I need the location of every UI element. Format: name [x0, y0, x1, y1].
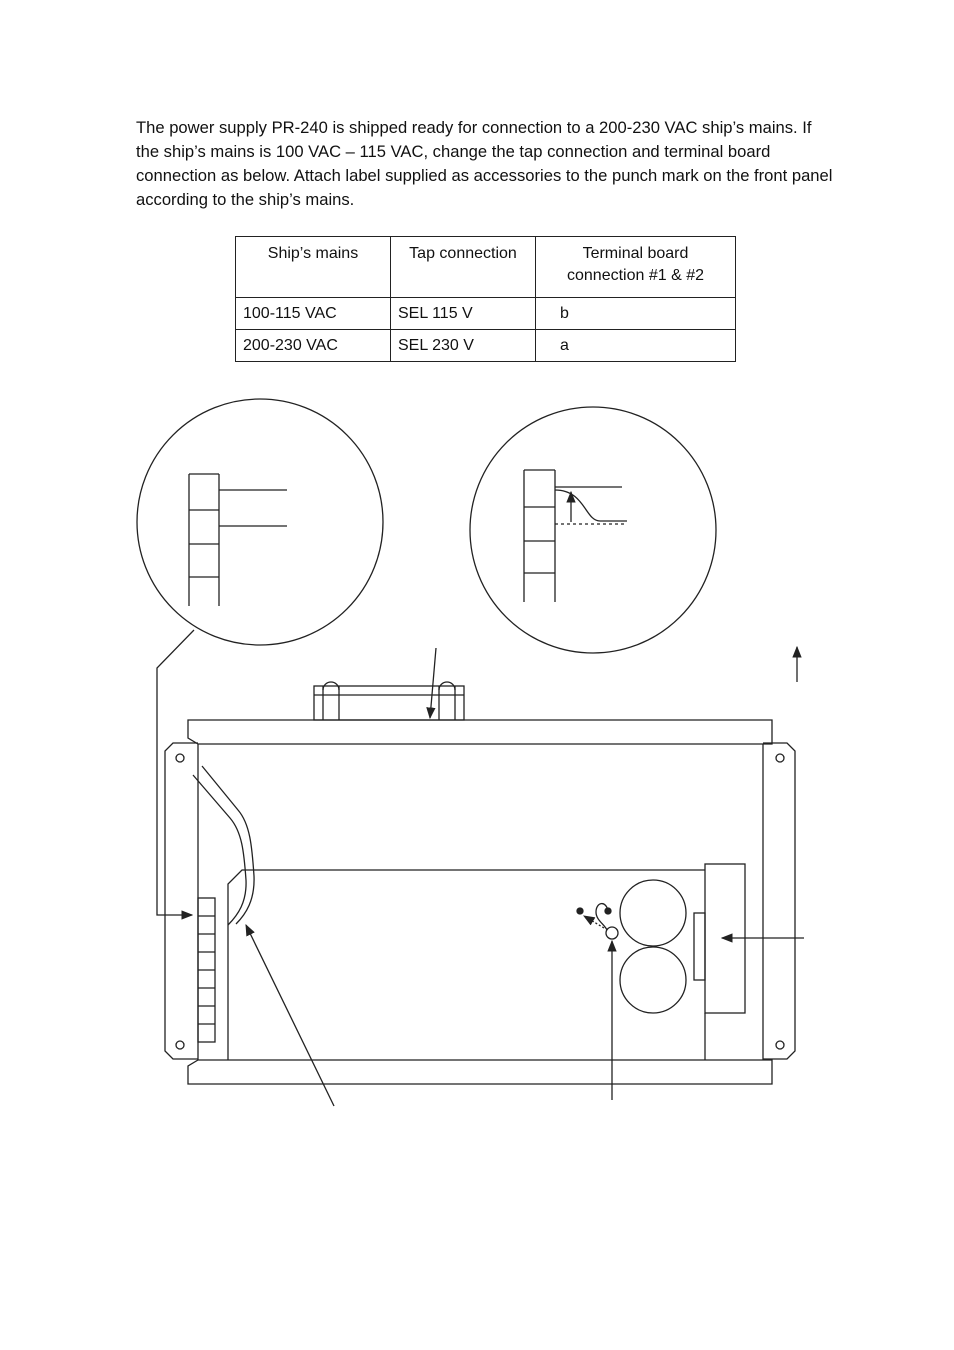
tap-connection-detail-circle [470, 407, 716, 653]
cell-terminal: a [536, 330, 736, 362]
header-ships-mains: Ship’s mains [236, 237, 391, 298]
cable-leader-arrow [246, 925, 334, 1106]
header-tap-connection: Tap connection [391, 237, 536, 298]
top-handle [314, 648, 464, 720]
cell-mains: 100-115 VAC [236, 298, 391, 330]
intro-paragraph: The power supply PR-240 is shipped ready for connection to a 200-230 VAC ship’s mains. If the ship’s mains is 100 VAC – 115 VAC, change the tap connection and terminal board connection as below. Attach label supplied as accessories to the punch mark on the front panel according to the ship’s mains. [136, 118, 833, 209]
header-terminal-board: Terminal board connection #1 & #2 [536, 237, 736, 298]
cell-terminal: b [536, 298, 736, 330]
cell-tap: SEL 115 V [391, 298, 536, 330]
terminal-board-detail-circle [137, 399, 383, 915]
power-supply-board [228, 864, 745, 1060]
tap-selector [577, 904, 618, 939]
terminal-strip [198, 898, 215, 1042]
power-supply-chassis [165, 720, 795, 1084]
cell-tap: SEL 230 V [391, 330, 536, 362]
cable [193, 766, 254, 925]
cell-mains: 200-230 VAC [236, 330, 391, 362]
